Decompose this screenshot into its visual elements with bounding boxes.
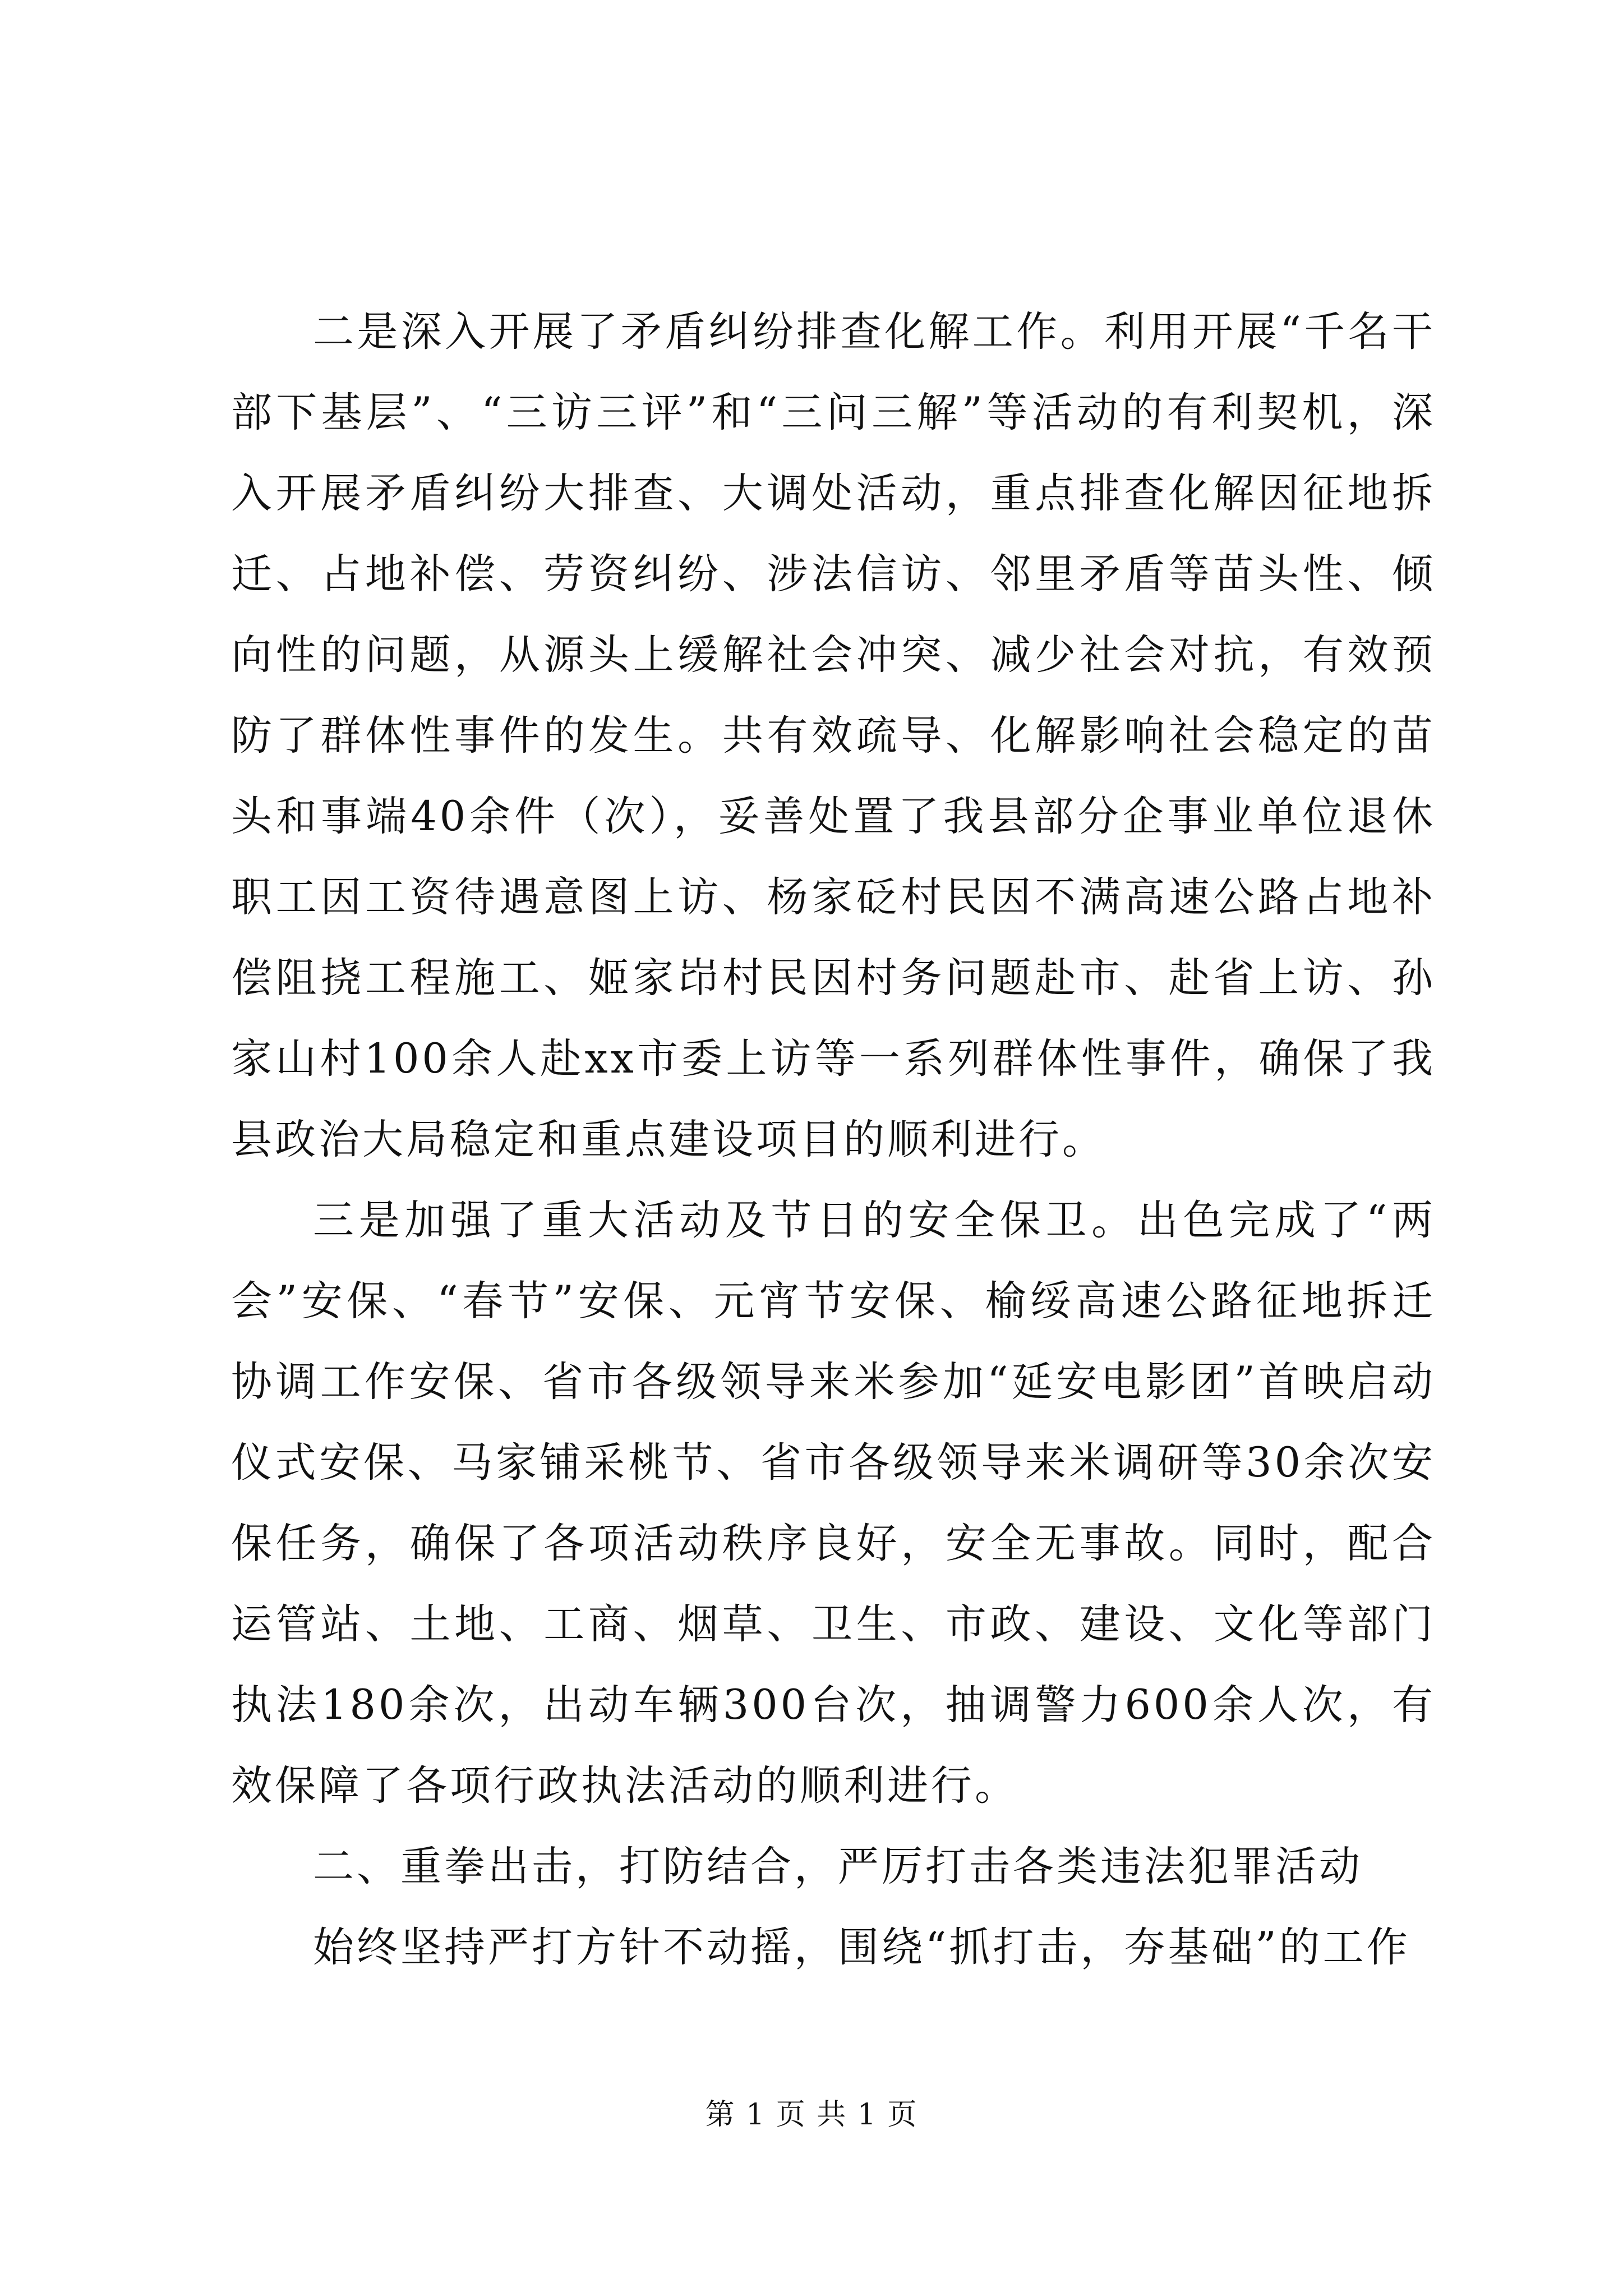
paragraph-security-protection: 三是加强了重大活动及节日的安全保卫。出色完成了“两会”安保、“春节”安保、元宵节安保、榆绥高速公路征地拆迁协调工作安保、省市各级领导来米参加“延安电影团”首映启动仪式安保、马家铺采桃节、省市各级领导来米调研等30余次安保任务，确保了各项活动秩序良好，安全无事故。同时，配合运管站、土地、工商、烟草、卫生、市政、建设、文化等部门执法180余次，出动车辆300台次，抽调警力600余人次，有效保障了各项行政执法活动的顺利进行。: [231, 1197, 1436, 1810]
paragraph-conflict-resolution: 二是深入开展了矛盾纠纷排查化解工作。利用开展“千名干部下基层”、“三访三评”和“三问三解”等活动的有利契机，深入开展矛盾纠纷大排查、大调处活动，重点排查化解因征地拆迁、占地补偿、劳资纠纷、涉法信访、邻里矛盾等苗头性、倾向性的问题，从源头上缓解社会冲突、减少社会对抗，有效预防了群体性事件的发生。共有效疏导、化解影响社会稳定的苗头和事端40余件（次），妥善处置了我县部分企事业单位退休职工因工资待遇意图上访、杨家砭村民因不满高速公路占地补偿阻挠工程施工、姬家岇村民因村务问题赴市、赴省上访、孙家山村100余人赴xx市委上访等一系列群体性事件，确保了我县政治大局稳定和重点建设项目的顺利进行。: [231, 308, 1436, 1163]
section-heading: 二、重拳出击，打防结合，严厉打击各类违法犯罪活动: [313, 1843, 1363, 1890]
document-body: [231, 292, 1436, 1988]
paragraph-closing-line: 始终坚持严打方针不动摇，围绕“抓打击，夯基础”的工作: [313, 1924, 1410, 1971]
page-footer: 第 1 页 共 1 页: [705, 2098, 918, 2132]
